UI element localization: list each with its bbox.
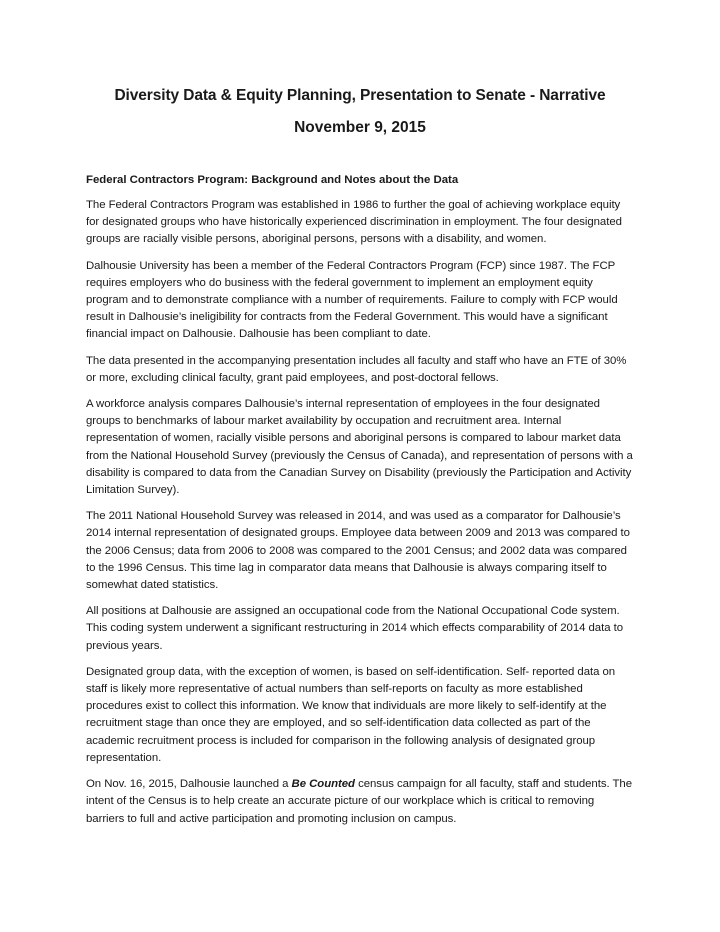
- paragraph-dalhousie-membership: Dalhousie University has been a member of the Federal Contractors Program (FCP) since 1987. The FCP requires employers who do business with the federal government to implement an employment equity program and to demonstrate compliance with a number of requirements. Failure to comply with FCP would result in Dalhousie’s ineligibility for contracts from the Federal Government. This would have a significant financial impact on Dalhousie. Dalhousie has been compliant to date.: [86, 259, 618, 341]
- paragraph-workforce-analysis: A workforce analysis compares Dalhousie’s internal representation of employees in the four designated groups to benchmarks of labour market availability by occupation and recruitment area. Internal representation of women, racially visible persons and aboriginal persons is compared to labour market data from the National Household Survey (previously the Census of Canada), and representation of persons with a disability is compared to data from the Canadian Survey on Disability (previously the Participation and Activity Limitation Survey).: [86, 398, 633, 497]
- paragraph-occupational-code: All positions at Dalhousie are assigned an occupational code from the National Occupational Code system. This coding system underwent a significant restructuring in 2014 which effects comparability of 2014 data to previous years.: [86, 605, 624, 652]
- paragraph-self-identification: Designated group data, with the exception of women, is based on self-identification. Self- reported data on staff is likely more representative of actual numbers than self-reports on faculty as more established procedures exist to collect this information. We know that individuals are more likely to self-identify at the recruitment stage than once they are employed, and so self-identification data collected as part of the academic recruitment process is included for comparison in the following analysis of designated group representation.: [86, 665, 616, 764]
- be-counted-emphasis: Be Counted: [291, 778, 355, 791]
- be-counted-text-before: On Nov. 16, 2015, Dalhousie launched a: [86, 778, 292, 791]
- paragraph-data-scope: The data presented in the accompanying presentation includes all faculty and staff who have an FTE of 30% or more, excluding clinical faculty, grant paid employees, and post-doctoral fellows.: [86, 354, 627, 384]
- paragraph-household-survey: The 2011 National Household Survey was released in 2014, and was used as a comparator for Dalhousie’s 2014 internal representation of designated groups. Employee data between 2009 and 2013 was compared to the 2006 Census; data from 2006 to 2008 was compared to the 2001 Census; and 2002 data was compared to the 1996 Census. This time lag in comparator data means that Dalhousie is always comparing itself to somewhat dated statistics.: [86, 510, 630, 592]
- section-heading: Federal Contractors Program: Background and Notes about the Data: [86, 174, 459, 186]
- paragraph-fcp-established: The Federal Contractors Program was established in 1986 to further the goal of achieving workplace equity for designated groups who have historically experienced discrimination in employment. The four designated groups are racially visible persons, aboriginal persons, persons with a disability, and women.: [86, 199, 622, 246]
- document-title: Diversity Data & Equity Planning, Presentation to Senate - Narrative: [114, 87, 606, 104]
- be-counted-text-after: census campaign for all faculty, staff and students. The intent of the Census is to help create an accurate picture of our workplace which is critical to removing barriers to full and active participation and promoting inclusion on campus.: [86, 778, 632, 825]
- paragraph-be-counted: [86, 776, 634, 828]
- document-date: November 9, 2015: [294, 119, 426, 136]
